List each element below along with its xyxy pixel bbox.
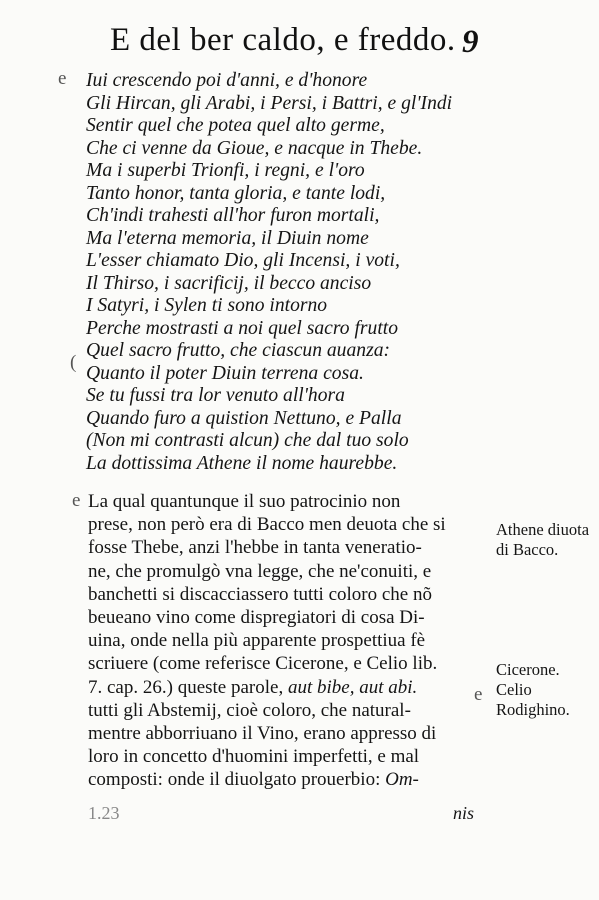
prose-line: ne, che promulgò vna legge, che ne'conuiti, e [88, 560, 432, 582]
verse-line: Ma i superbi Trionfi, i regni, e l'oro [86, 160, 365, 181]
signature-mark: 1.23 [88, 803, 120, 823]
verse-line: I Satyri, i Sylen ti sono intorno [86, 295, 328, 316]
margin-mark: e [72, 490, 81, 511]
page-header [110, 22, 530, 66]
verse-line: Ch'indi trahesti all'hor furon mortali, [86, 205, 380, 226]
prose-line: fosse Thebe, anzi l'hebbe in tanta veneratio- [88, 537, 422, 559]
verse-line: Quel sacro frutto, che ciascun auanza: [86, 340, 391, 361]
margin-mark: ( [70, 352, 77, 373]
verse-line: Quanto il poter Diuin terrena cosa. [86, 362, 364, 384]
prose-line: 7. cap. 26.) queste parole, aut bibe, aut abi. [88, 676, 418, 698]
prose-line: La qual quantunque il suo patrocinio non [88, 491, 401, 512]
verse-line: Sentir quel che potea quel alto germe, [86, 115, 385, 136]
side-note-athene: Athene diuota di Bacco. [496, 520, 590, 559]
verse-line: Gli Hircan, gli Arabi, i Persi, i Battri, e gl'Indi [86, 92, 453, 114]
verse-line: Tanto honor, tanta gloria, e tante lodi, [86, 182, 386, 204]
prose-block [88, 490, 488, 791]
verse-line: L'esser chiamato Dio, gli Incensi, i voti, [86, 250, 400, 271]
margin-mark: e [474, 684, 483, 705]
catchword: nis [453, 803, 475, 823]
running-head: E del ber caldo, e freddo. [110, 22, 456, 58]
prose-line: composti: onde il diuolgato prouerbio: Om- [88, 769, 419, 791]
verse-line: Perche mostrasti a noi quel sacro frutto [86, 317, 399, 339]
side-note-cicerone: Cicerone. Celio Rodighino. [496, 660, 570, 719]
prose-line: scriuere (come referisce Cicerone, e Celio lib. [88, 653, 438, 675]
verse-block [86, 70, 486, 475]
page-number: 9 [462, 24, 479, 60]
verse-line: La dottissima Athene il nome haurebbe. [86, 452, 398, 474]
prose-line: tutti gli Abstemij, cioè coloro, che natural- [88, 699, 411, 721]
prose-line: uina, onde nella più apparente prospettiua fè [88, 630, 426, 652]
verse-line: (Non mi contrasti alcun) che dal tuo solo [86, 430, 409, 451]
verse-line: Iui crescendo poi d'anni, e d'honore [86, 70, 368, 91]
prose-line: prese, non però era di Bacco men deuota che si [88, 514, 446, 536]
verse-line: Il Thirso, i sacrificij, il becco anciso [86, 272, 372, 294]
verse-line: Se tu fussi tra lor venuto all'hora [86, 385, 345, 406]
verse-line: Che ci venne da Gioue, e nacque in Thebe. [86, 137, 423, 159]
verse-line: Ma l'eterna memoria, il Diuin nome [86, 227, 369, 249]
prose-line: mentre abborriuano il Vino, erano appresso di [88, 722, 437, 744]
margin-mark: e [58, 68, 67, 89]
prose-line: beueano vino come dispregiatori di cosa Di- [88, 606, 425, 628]
verse-line: Quando furo a quistion Nettuno, e Palla [86, 407, 402, 429]
prose-line: banchetti si discacciassero tutti coloro che nõ [88, 583, 432, 605]
prose-line: loro in concetto d'huomini imperfetti, e mal [88, 746, 420, 768]
